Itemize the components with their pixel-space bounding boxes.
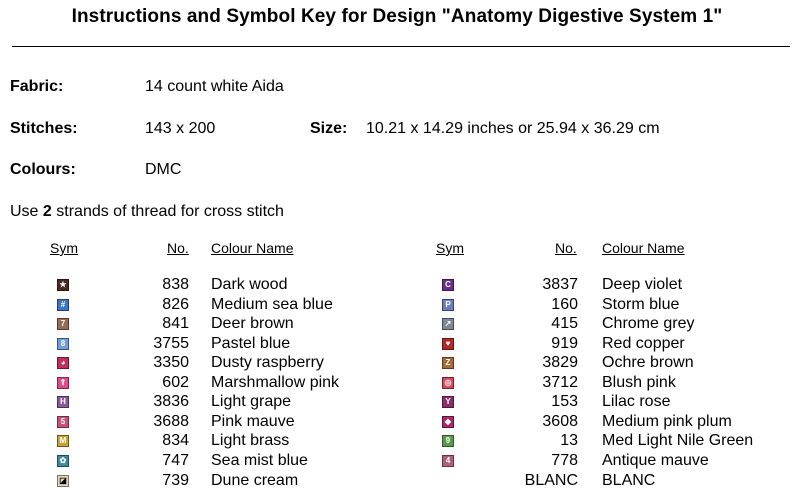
dmc-number: BLANC (524, 471, 578, 489)
stitches-label: Stitches: (10, 120, 78, 137)
stitch-symbol-icon: ◆ (442, 416, 454, 428)
colour-name: Ochre brown (602, 354, 694, 372)
fabric-value: 14 count white Aida (145, 78, 284, 95)
page-title: Instructions and Symbol Key for Design "Anatomy Digestive System 1" (71, 6, 723, 27)
colour-name: Pink mauve (211, 412, 295, 430)
dmc-number: 602 (162, 373, 189, 391)
dmc-number: 3608 (542, 412, 578, 430)
stitch-symbol-icon: C (442, 279, 454, 291)
dmc-number: 13 (560, 432, 578, 450)
colour-name: Pastel blue (211, 334, 291, 352)
colours-label: Colours: (10, 161, 76, 178)
stitch-symbol-icon: 9 (442, 435, 454, 447)
stitch-symbol-icon: Z (442, 357, 454, 369)
size-label: Size: (310, 120, 348, 137)
stitch-symbol-icon: 4 (442, 455, 454, 467)
colour-name: Antique mauve (602, 451, 709, 469)
right-sym-header: Sym (436, 240, 464, 256)
strands-instruction (10, 203, 284, 221)
colour-name: Marshmallow pink (211, 373, 340, 391)
stitch-symbol-icon: ♥ (442, 338, 454, 350)
dmc-number: 826 (162, 295, 189, 313)
dmc-number: 415 (551, 315, 578, 333)
instruction-suffix: strands of thread for cross stitch (56, 203, 284, 220)
stitch-symbol-icon (442, 475, 454, 487)
stitch-symbol-icon: ◎ (442, 377, 454, 389)
stitches-value: 143 x 200 (145, 120, 216, 137)
stitch-symbol-icon: 5 (57, 416, 69, 428)
left-name-header: Colour Name (211, 240, 294, 256)
colour-name: Light brass (211, 432, 290, 450)
colours-value: DMC (145, 161, 182, 178)
dmc-number: 834 (162, 432, 189, 450)
stitch-symbol-icon: 8 (57, 338, 69, 350)
symbol-row (0, 393, 794, 412)
colour-name: Lilac rose (602, 393, 671, 411)
left-no-header: No. (167, 240, 189, 256)
right-name-header: Colour Name (602, 240, 685, 256)
colour-name: Blush pink (602, 373, 676, 391)
symbol-row (0, 413, 794, 432)
stitch-symbol-icon: H (57, 396, 69, 408)
stitch-symbol-icon: # (57, 299, 69, 311)
stitch-symbol-icon: ★ (57, 279, 69, 291)
colour-name: Deep violet (602, 276, 683, 293)
colour-name: BLANC (602, 471, 656, 489)
symbol-row (0, 432, 794, 451)
stitch-symbol-icon: ◪ (57, 475, 69, 487)
dmc-number: 3836 (153, 393, 189, 411)
strand-count: 2 (42, 203, 52, 220)
dmc-number: 3350 (153, 354, 189, 372)
dmc-number: 3837 (542, 276, 578, 293)
stitch-symbol-icon: ⇑ (57, 377, 69, 389)
left-sym-header: Sym (50, 240, 78, 256)
symbol-row (0, 374, 794, 393)
colour-name: Medium pink plum (602, 412, 732, 430)
dmc-number: 160 (551, 295, 578, 313)
colour-name: Sea mist blue (211, 451, 308, 469)
size-value: 10.21 x 14.29 inches or 25.94 x 36.29 cm (366, 120, 660, 137)
stitch-symbol-icon: 7 (57, 318, 69, 330)
dmc-number: 841 (162, 315, 189, 333)
symbol-row (0, 335, 794, 354)
symbol-row (0, 354, 794, 373)
symbol-row (0, 452, 794, 471)
symbol-row (0, 276, 794, 295)
colour-name: Chrome grey (602, 315, 695, 333)
colour-name: Light grape (211, 393, 292, 411)
colour-name: Deer brown (211, 315, 294, 333)
dmc-number: 838 (162, 276, 189, 293)
stitch-symbol-icon: ↗ (442, 318, 454, 330)
stitch-symbol-icon: P (442, 299, 454, 311)
dmc-number: 747 (162, 451, 189, 469)
colour-name: Medium sea blue (211, 295, 333, 313)
colour-name: Red copper (602, 334, 685, 352)
stitch-symbol-icon: Y (442, 396, 454, 408)
dmc-number: 3712 (542, 373, 578, 391)
colour-name: Dark wood (211, 276, 288, 293)
stitch-symbol-icon: ✿ (57, 455, 69, 467)
dmc-number: 153 (551, 393, 578, 411)
right-no-header: No. (555, 240, 577, 256)
stitch-symbol-icon: M (57, 435, 69, 447)
dmc-number: 778 (551, 451, 578, 469)
title-divider (12, 46, 790, 47)
dmc-number: 739 (162, 471, 189, 489)
symbol-row (0, 472, 794, 491)
dmc-number: 919 (551, 334, 578, 352)
instruction-prefix: Use (10, 203, 39, 220)
dmc-number: 3829 (542, 354, 578, 372)
colour-name: Dune cream (211, 471, 299, 489)
symbol-row (0, 296, 794, 315)
dmc-number: 3688 (153, 412, 189, 430)
colour-name: Storm blue (602, 295, 680, 313)
colour-name: Dusty raspberry (211, 354, 324, 372)
symbol-row (0, 315, 794, 334)
fabric-label: Fabric: (10, 78, 64, 95)
colour-name: Med Light Nile Green (602, 432, 754, 450)
dmc-number: 3755 (153, 334, 189, 352)
stitch-symbol-icon: ◕ (57, 357, 69, 369)
